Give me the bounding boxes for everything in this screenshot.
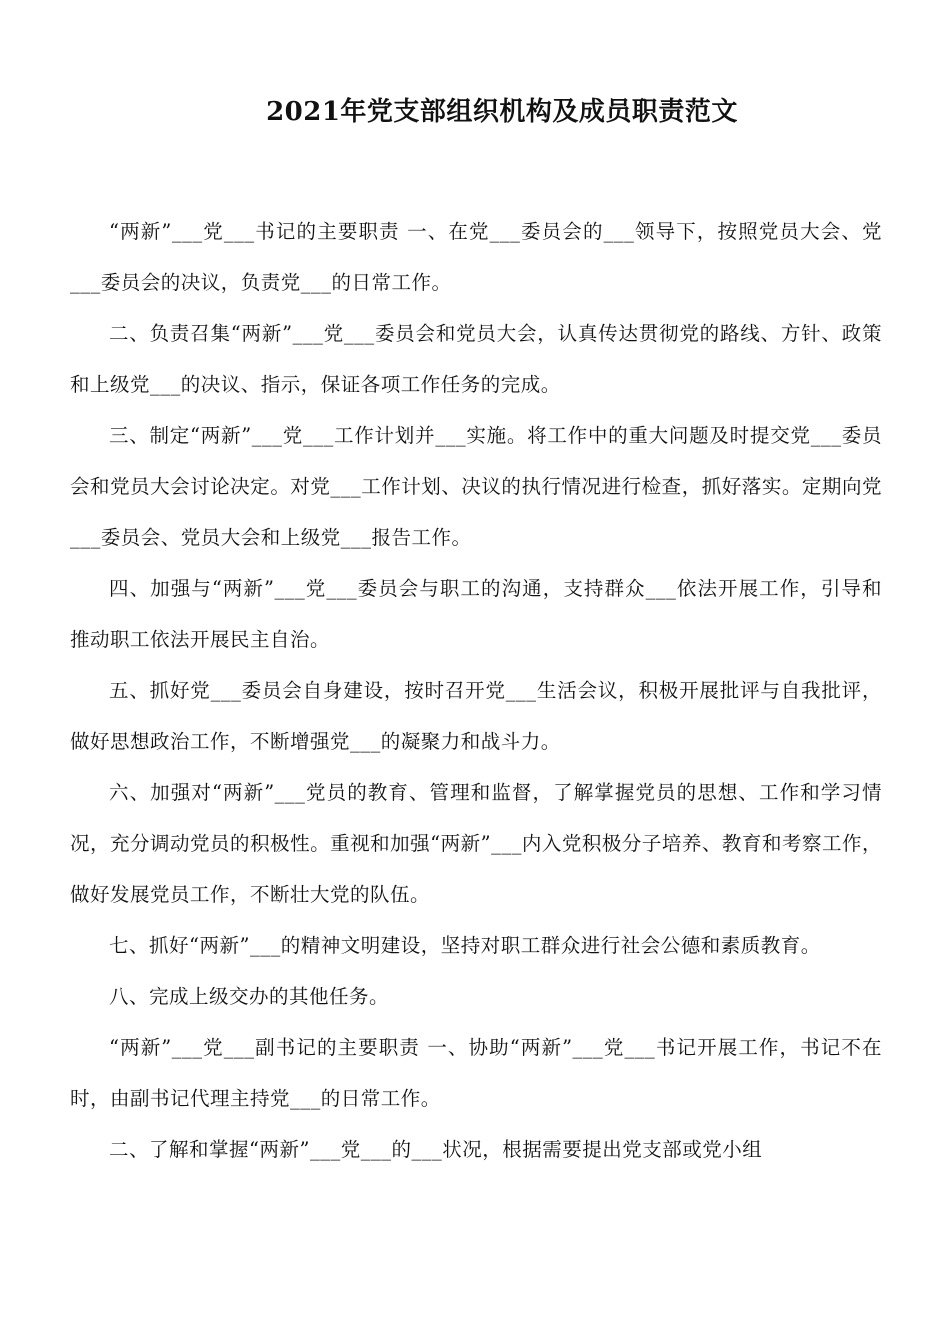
paragraph-7: 七、抓好“两新”___的精神文明建设，坚持对职工群众进行社会公德和素质教育。 — [109, 934, 821, 957]
paragraph-5: 五、抓好党___委员会自身建设，按时召开党___生活会议，积极开展批评与自我批评，做好思想政治工作，不断增强党___的凝聚力和战斗力。 — [70, 679, 882, 753]
paragraph-4: 四、加强与“两新”___党___委员会与职工的沟通，支持群众___依法开展工作，引导和推动职工依法开展民主自治。 — [70, 577, 882, 651]
paragraph-8: 八、完成上级交办的其他任务。 — [109, 985, 390, 1008]
paragraph-9: “两新”___党___副书记的主要职责 一、协助“两新”___党___书记开展工作，书记不在时，由副书记代理主持党___的日常工作。 — [70, 1036, 882, 1110]
paragraph-1: “两新”___党___书记的主要职责 一、在党___委员会的___领导下，按照党员大会、党___委员会的决议，负责党___的日常工作。 — [70, 220, 882, 294]
paragraph-3: 三、制定“两新”___党___工作计划并___实施。将工作中的重大问题及时提交党___委员会和党员大会讨论决定。对党___工作计划、决议的执行情况进行检查，抓好落实。定期向党___委员会、党员大会和上级党___报告工作。 — [70, 424, 882, 549]
document-body — [70, 206, 882, 1175]
paragraph-2: 二、负责召集“两新”___党___委员会和党员大会，认真传达贯彻党的路线、方针、政策和上级党___的决议、指示，保证各项工作任务的完成。 — [70, 322, 882, 396]
document-title: 2021年党支部组织机构及成员职责范文 — [266, 97, 738, 127]
paragraph-6: 六、加强对“两新”___党员的教育、管理和监督，了解掌握党员的思想、工作和学习情况，充分调动党员的积极性。重视和加强“两新”___内入党积极分子培养、教育和考察工作，做好发展党员工作，不断壮大党的队伍。 — [70, 781, 882, 906]
paragraph-10: 二、了解和掌握“两新”___党___的___状况，根据需要提出党支部或党小组 — [109, 1138, 763, 1161]
